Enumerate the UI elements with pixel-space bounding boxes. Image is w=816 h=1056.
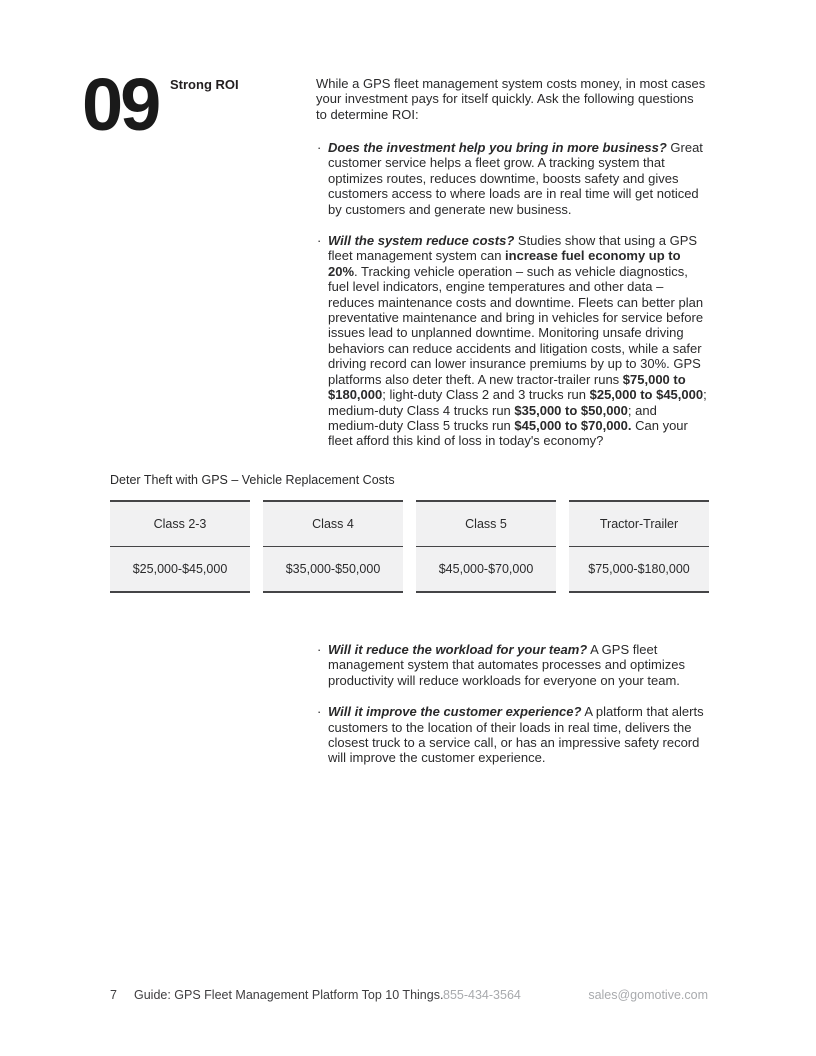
section-title: Strong ROI bbox=[170, 77, 239, 92]
replacement-cost-table bbox=[110, 500, 709, 593]
table-column-class2-3 bbox=[110, 500, 250, 593]
table-title: Deter Theft with GPS – Vehicle Replacement Costs bbox=[110, 473, 395, 487]
bullet-marker: · bbox=[317, 642, 322, 657]
column-header: Tractor-Trailer bbox=[569, 502, 709, 547]
bullet-lead: Will it improve the customer experience? bbox=[328, 704, 582, 720]
bullet-item-customer-experience bbox=[316, 704, 708, 766]
bullet-body: Great customer service helps a fleet grow. A tracking system that optimizes routes, reduces downtime, boosts safety and gives customers access to where loads are in real time will get noticed by customers and generate new business. bbox=[328, 140, 703, 217]
footer-doc-title: Guide: GPS Fleet Management Platform Top 10 Things. bbox=[134, 988, 444, 1002]
bullet-item-workload bbox=[316, 642, 708, 688]
table-column-tractor-trailer bbox=[569, 500, 709, 593]
bullet-list-bottom bbox=[316, 642, 708, 766]
bold-class4-cost: $35,000 to $50,000 bbox=[514, 402, 628, 418]
bullet-marker: · bbox=[317, 233, 322, 249]
bullet-list-top bbox=[316, 140, 708, 449]
bullet-item-business bbox=[316, 140, 708, 217]
bullet-body: ; light-duty Class 2 and 3 trucks run bbox=[382, 387, 590, 403]
bold-fuel-economy: increase fuel economy up to 20% bbox=[328, 248, 681, 279]
column-value: $35,000-$50,000 bbox=[285, 562, 381, 576]
bullet-body: A platform that alerts customers to the location of their loads in real time, delivers the closest truck to a service call, or has an impressive safety record will improve the customer experience. bbox=[328, 704, 704, 766]
table-column-class4 bbox=[263, 500, 403, 593]
bullet-body: Can your fleet afford this kind of loss in today's economy? bbox=[328, 417, 688, 449]
bullet-lead: Will the system reduce costs? bbox=[328, 233, 515, 249]
footer-page-number: 7 bbox=[110, 988, 117, 1002]
bullet-body: . Tracking vehicle operation – such as vehicle diagnostics, fuel level indicators, engine temperatures and other data – reduces maintenance costs and downtime. Fleets can better plan preventative maintenance and bring in vehicles for service before issues lead to unplanned downtime. Monitoring unsafe driving behaviors can reduce accidents and litigation costs, while a safer driving record can lower insurance premiums by up to 30%. GPS platforms also deter theft. A new tractor-trailer runs bbox=[328, 263, 704, 387]
column-header: Class 2-3 bbox=[110, 502, 250, 547]
intro-block bbox=[316, 76, 708, 122]
bullet-text bbox=[328, 233, 708, 449]
footer-email: sales@gomotive.com bbox=[588, 988, 708, 1002]
bold-tractor-trailer-cost: $75,000 to $180,000 bbox=[328, 371, 686, 403]
bullet-body: ; medium-duty Class 4 trucks run bbox=[328, 387, 707, 418]
bullet-marker: · bbox=[317, 140, 322, 155]
bullet-lead: Will it reduce the workload for your team? bbox=[328, 642, 588, 657]
column-header: Class 4 bbox=[263, 502, 403, 547]
bullet-body: A GPS fleet management system that automates processes and optimizes productivity will reduce workloads for everyone on your team. bbox=[328, 642, 685, 688]
column-value: $25,000-$45,000 bbox=[132, 562, 228, 576]
column-value: $45,000-$70,000 bbox=[438, 562, 534, 576]
bold-class5-cost: $45,000 to $70,000. bbox=[514, 417, 632, 433]
bullet-item-costs bbox=[316, 233, 708, 449]
table-column-class5 bbox=[416, 500, 556, 593]
footer-phone: 855-434-3564 bbox=[443, 988, 521, 1002]
page-footer bbox=[0, 988, 816, 1006]
bullet-text bbox=[328, 140, 708, 217]
bullet-lead: Does the investment help you bring in more business? bbox=[328, 140, 667, 155]
bullet-text bbox=[328, 642, 708, 688]
bold-class2-3-cost: $25,000 to $45,000 bbox=[589, 387, 704, 403]
intro-paragraph: While a GPS fleet management system costs money, in most cases your investment pays for itself quickly. Ask the following questions to determine ROI: bbox=[316, 76, 706, 122]
bullet-marker: · bbox=[317, 704, 322, 720]
bullet-body: Studies show that using a GPS fleet management system can bbox=[328, 233, 698, 264]
bullet-text bbox=[328, 704, 708, 766]
column-value: $75,000-$180,000 bbox=[588, 562, 690, 576]
column-header: Class 5 bbox=[416, 502, 556, 547]
bullet-body: ; and medium-duty Class 5 trucks run bbox=[328, 402, 657, 433]
section-number: 09 bbox=[82, 63, 159, 146]
